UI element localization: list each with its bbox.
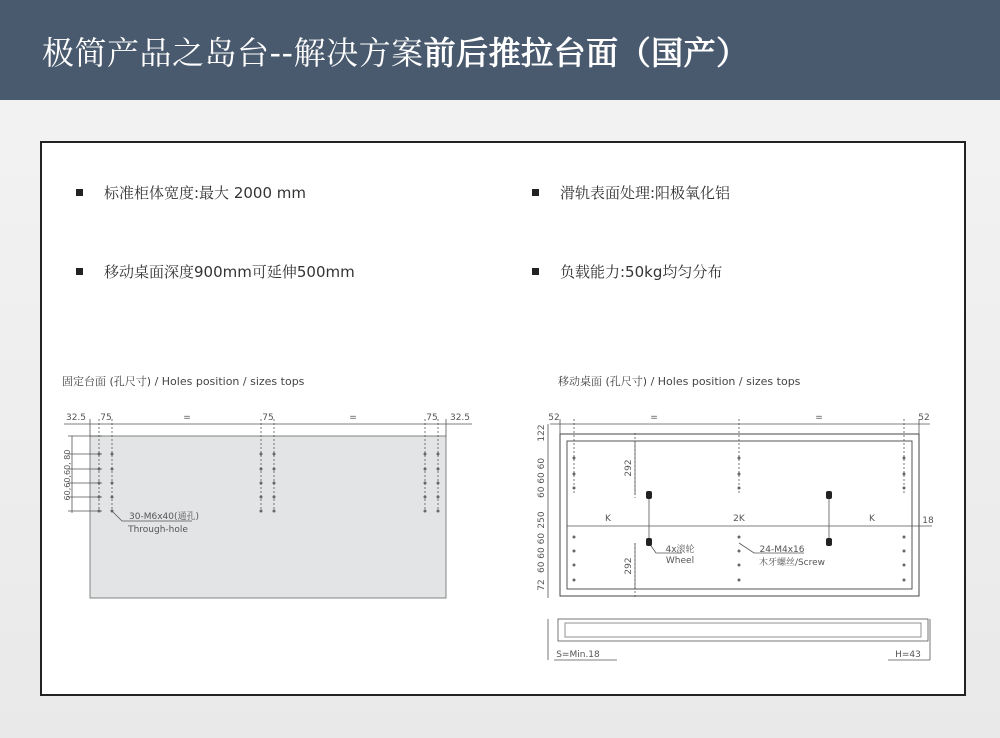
moving-dim-292-bottom: 292 xyxy=(624,557,634,575)
title-bold: 前后推拉台面（国产） xyxy=(423,34,749,72)
moving-vdim-250: 250 xyxy=(537,511,547,529)
moving-dim-right: 52 xyxy=(918,413,930,423)
moving-top-title: 移动桌面 (孔尺寸) / Holes position / sizes tops xyxy=(558,375,801,388)
hole-dot xyxy=(573,473,576,476)
hole-dot xyxy=(738,473,741,476)
h-dim-label: H=43 xyxy=(895,650,921,660)
hole-dot xyxy=(903,564,906,567)
moving-vdims-top: 60 60 60 xyxy=(537,457,547,499)
moving-top-drawing xyxy=(42,143,964,694)
moving-k-right: K xyxy=(869,514,875,524)
hole-dot xyxy=(738,487,741,490)
fixed-dim-75c: 75 xyxy=(426,413,438,423)
title-light: 极简产品之岛台--解决方案 xyxy=(42,34,424,72)
moving-side-dim: 18 xyxy=(922,516,934,526)
fixed-dim-eq1: = xyxy=(183,413,191,423)
hole-dot xyxy=(903,487,906,490)
rail-profile-inner xyxy=(565,623,921,637)
moving-dim-left: 52 xyxy=(548,413,560,423)
screw-label: 24-M4x16 xyxy=(759,545,805,555)
wheel-label: 4x滚轮 xyxy=(665,545,695,555)
moving-vdim-122: 122 xyxy=(537,424,547,442)
fixed-hole-label-en: Through-hole xyxy=(128,525,188,535)
hole-dot xyxy=(738,457,741,460)
fixed-dim-75b: 75 xyxy=(262,413,274,423)
wheel-marker xyxy=(646,538,652,546)
moving-2k: 2K xyxy=(733,514,745,524)
hole-dot xyxy=(738,579,741,582)
spec-panel xyxy=(40,141,966,696)
moving-dim-eq2: = xyxy=(815,413,823,423)
wheel-marker xyxy=(646,491,652,499)
wheel-label-en: Wheel xyxy=(665,556,695,566)
moving-dim-eq1: = xyxy=(650,413,658,423)
hole-dot xyxy=(738,564,741,567)
hole-dot xyxy=(573,564,576,567)
hole-dot xyxy=(738,550,741,553)
moving-vdims-bottom: 60 60 60 xyxy=(537,532,547,574)
feature-text: 滑轨表面处理:阳极氧化铝 xyxy=(560,184,731,202)
fixed-dim-right: 32.5 xyxy=(449,413,471,423)
feature-text: 移动桌面深度900mm可延伸500mm xyxy=(104,263,355,281)
fixed-vdims: 60,60,60, 80 xyxy=(63,449,72,501)
screw-label-cn: 木牙螺丝/Screw xyxy=(758,558,826,568)
title-banner xyxy=(0,0,1000,100)
fixed-dim-left: 32.5 xyxy=(65,413,87,423)
hole-dot xyxy=(903,473,906,476)
hole-dot xyxy=(573,550,576,553)
fixed-dim-75a: 75 xyxy=(100,413,112,423)
wheel-marker xyxy=(826,491,832,499)
hole-dot xyxy=(573,487,576,490)
moving-vdim-72: 72 xyxy=(537,579,547,591)
page-title xyxy=(42,28,749,74)
wheel-marker xyxy=(826,538,832,546)
fixed-top-title: 固定台面 (孔尺寸) / Holes position / sizes tops xyxy=(62,375,305,388)
feature-text: 标准柜体宽度:最大 2000 mm xyxy=(104,184,306,202)
rail-profile-outer xyxy=(558,619,928,641)
fixed-hole-label: 30-M6x40(通孔) xyxy=(129,512,199,522)
hole-dot xyxy=(738,536,741,539)
fixed-dim-eq2: = xyxy=(349,413,357,423)
moving-dim-292-top: 292 xyxy=(624,459,634,477)
hole-dot xyxy=(903,457,906,460)
hole-dot xyxy=(573,457,576,460)
hole-dot xyxy=(573,579,576,582)
hole-dot xyxy=(903,579,906,582)
feature-text: 负载能力:50kg均匀分布 xyxy=(560,263,723,281)
moving-k-left: K xyxy=(605,514,611,524)
hole-dot xyxy=(903,550,906,553)
s-min-label: S=Min.18 xyxy=(556,650,600,660)
hole-dot xyxy=(903,536,906,539)
hole-dot xyxy=(573,536,576,539)
